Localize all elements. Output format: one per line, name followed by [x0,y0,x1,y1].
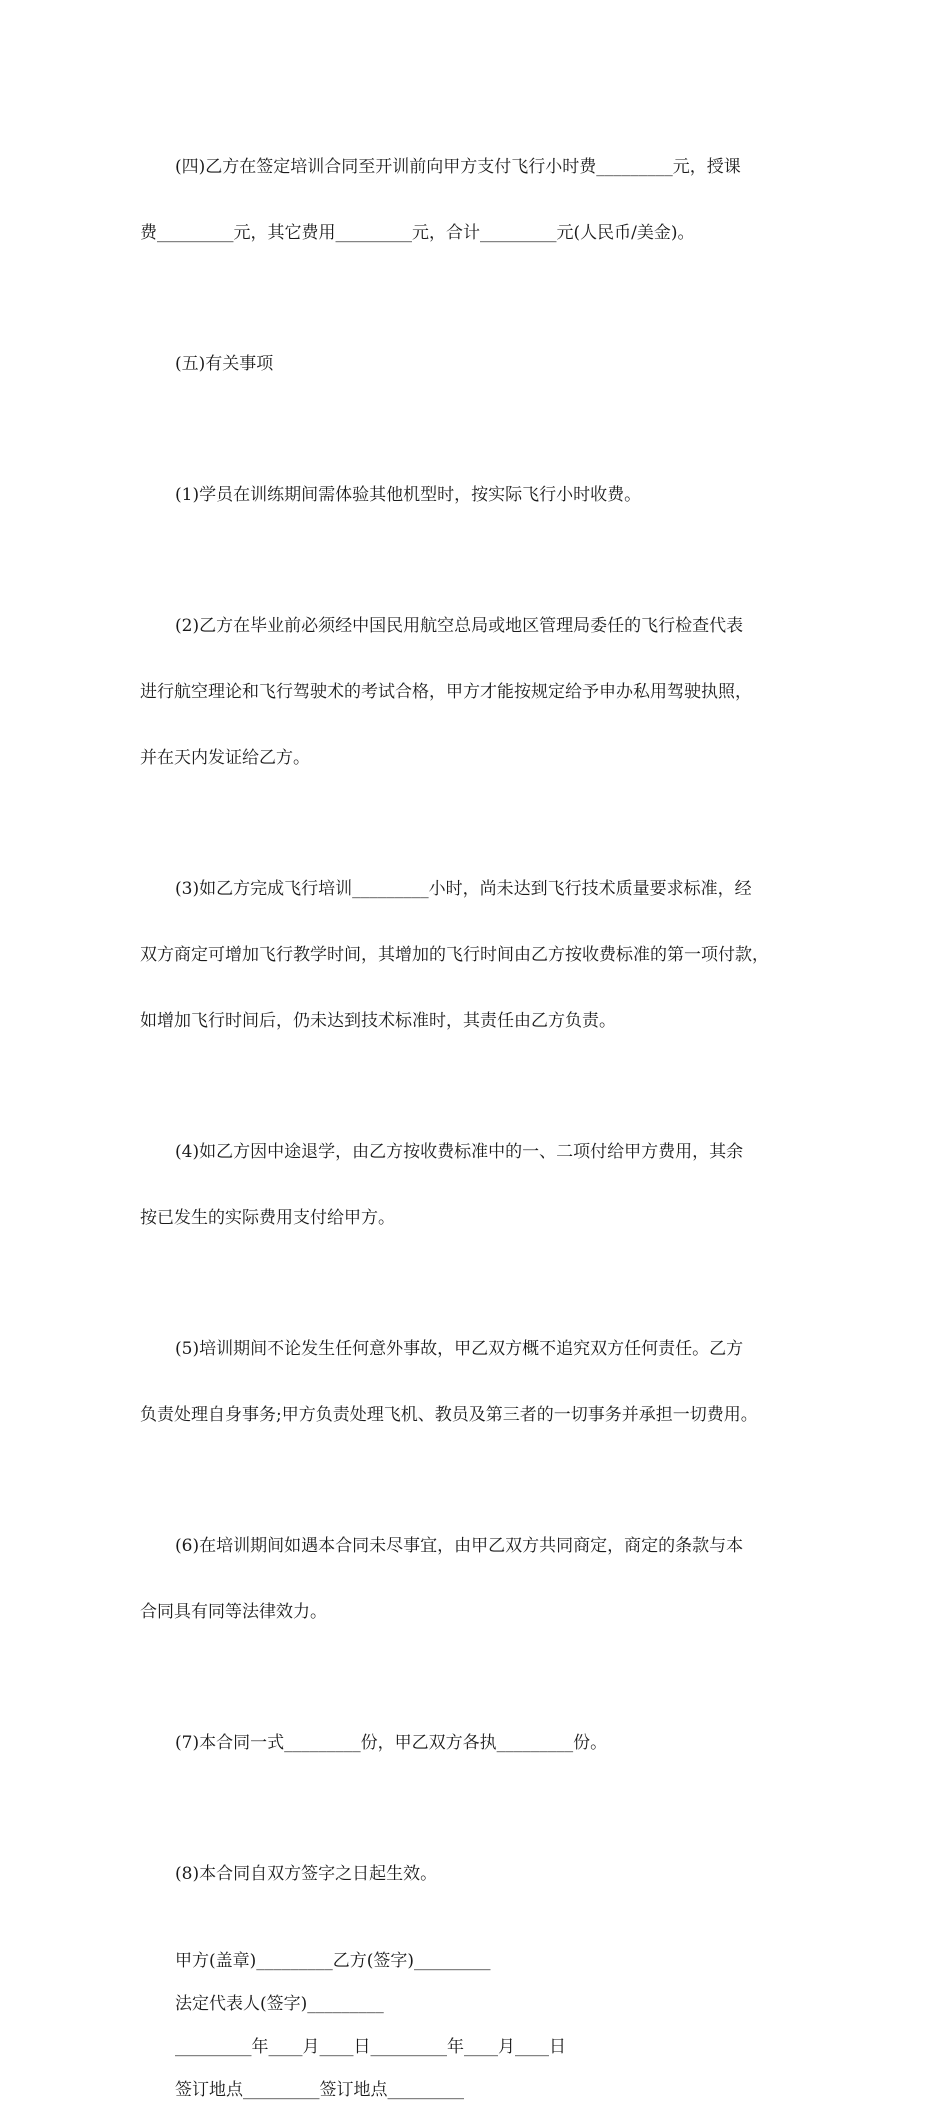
text-line: (3)如乙方完成飞行培训_________小时，尚未达到飞行技术质量要求标准，经 [175,879,752,899]
text-line: 按已发生的实际费用支付给甲方。 [140,1208,395,1228]
item-8 [140,1819,820,1929]
text-line: 双方商定可增加飞行教学时间，其增加的飞行时间由乙方按收费标准的第一项付款， [140,945,769,965]
item-4 [140,1097,820,1273]
signature-dates: _________年____月____日_________年____月____日 [175,2037,566,2057]
item-6 [140,1491,820,1667]
text-line: (6)在培训期间如遇本合同未尽事宜，由甲乙双方共同商定，商定的条款与本 [175,1536,744,1556]
signature-places: 签订地点_________签订地点_________ [175,2080,464,2100]
signature-parties: 甲方(盖章)_________乙方(签字)_________ [175,1951,491,1971]
section-heading: (五)有关事项 [175,354,274,374]
text-line: (5)培训期间不论发生任何意外事故，甲乙双方概不追究双方任何责任。乙方 [175,1339,744,1359]
contract-page [140,112,820,2122]
item-2 [140,571,820,813]
text-line: 费_________元，其它费用_________元，合计_________元(人民币/美金)。 [140,223,695,243]
clause-four-payment [140,112,820,288]
text-line: 合同具有同等法律效力。 [140,1602,327,1622]
text-line: 如增加飞行时间后，仍未达到技术标准时，其责任由乙方负责。 [140,1011,616,1031]
text-line: (8)本合同自双方签字之日起生效。 [175,1864,438,1884]
text-line: (7)本合同一式_________份，甲乙双方各执_________份。 [175,1733,608,1753]
signature-legal-rep: 法定代表人(签字)_________ [175,1994,384,2014]
item-1 [140,440,820,550]
text-line: 进行航空理论和飞行驾驶术的考试合格，甲方才能按规定给予申办私用驾驶执照， [140,682,752,702]
text-line: (2)乙方在毕业前必须经中国民用航空总局或地区管理局委任的飞行检查代表 [175,616,744,636]
text-line: (4)如乙方因中途退学，由乙方按收费标准中的一、二项付给甲方费用，其余 [175,1142,744,1162]
item-3 [140,834,820,1076]
text-line: 负责处理自身事务;甲方负责处理飞机、教员及第三者的一切事务并承担一切费用。 [140,1405,758,1425]
item-5 [140,1294,820,1470]
text-line: (四)乙方在签定培训合同至开训前向甲方支付飞行小时费_________元，授课 [175,157,741,177]
item-7 [140,1688,820,1798]
clause-five-heading [140,309,820,419]
text-line: 并在天内发证给乙方。 [140,748,310,768]
text-line: (1)学员在训练期间需体验其他机型时，按实际飞行小时收费。 [175,485,642,505]
